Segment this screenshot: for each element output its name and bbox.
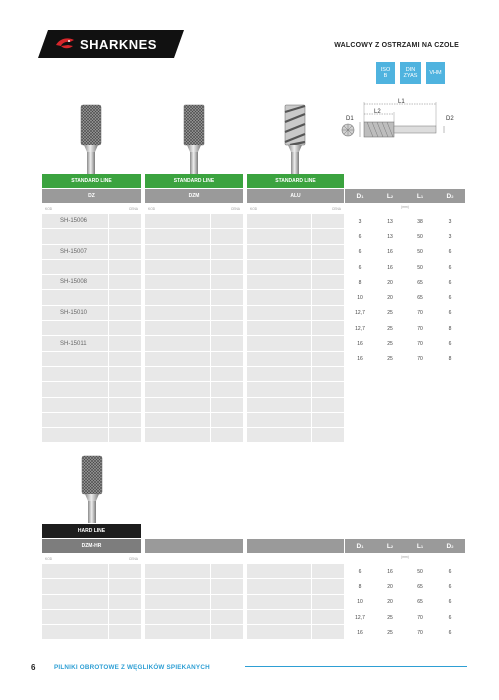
kod-cell (145, 564, 210, 578)
dims-value: 8 (448, 325, 452, 332)
dims-value: 3 (448, 233, 452, 240)
kod-cell (247, 564, 311, 578)
cena-cell (211, 382, 243, 396)
dims-header-1 (345, 189, 465, 203)
kod-cell (145, 610, 210, 624)
col1-type-header: DZ (42, 189, 141, 203)
cena-cell (312, 214, 344, 228)
dims-value: 70 (417, 341, 423, 348)
cena-cell (211, 610, 243, 624)
hardline-type-header: DZM-HR (42, 539, 141, 553)
dims-value: 8 (358, 583, 362, 590)
kod-cell (247, 275, 311, 289)
hardline-grid (42, 564, 141, 639)
dims-value: 6 (448, 249, 452, 256)
dims-value: 20 (387, 295, 393, 302)
dims-value: 12,7 (355, 614, 365, 621)
cena-cell (211, 275, 243, 289)
cena-cell (312, 367, 344, 381)
dims-row (345, 595, 465, 610)
cena-cell (312, 229, 344, 243)
dims-value: 50 (417, 249, 423, 256)
cena-cell (211, 428, 243, 442)
header-d1: D 1 (356, 192, 364, 200)
col1-kod-cena: KOD CENA (45, 207, 138, 211)
kod-cell (247, 245, 311, 259)
cena-cell (109, 413, 141, 427)
dims-table-1 (345, 214, 465, 367)
dims-table-2 (345, 564, 465, 640)
hardline-header: HARD LINE (42, 524, 141, 538)
kod-cell (247, 260, 311, 274)
kod-cell (247, 398, 311, 412)
dims-value: 25 (387, 356, 393, 363)
dims-value: 8 (358, 279, 362, 286)
cena-cell (211, 367, 243, 381)
cena-cell (312, 382, 344, 396)
cena-cell (211, 336, 243, 350)
unit-label-2: (mm) (401, 555, 409, 559)
label-l1: L1 (398, 99, 405, 105)
dims-value: 6 (448, 264, 452, 271)
cena-cell (211, 398, 243, 412)
cena-cell (109, 398, 141, 412)
dims-value: 50 (417, 568, 423, 575)
kod-cell (145, 413, 210, 427)
dims-row (345, 610, 465, 625)
cena-cell (109, 214, 141, 228)
kod-cell (247, 321, 311, 335)
dimension-diagram (340, 98, 470, 144)
cena-cell (312, 352, 344, 366)
dims-value: 3 (358, 218, 362, 225)
kod-cell: SH-15007 (42, 245, 108, 259)
cena-cell (312, 245, 344, 259)
dims-value: 6 (448, 568, 452, 575)
unit-label-1: (mm) (401, 205, 409, 209)
kod-cell (42, 321, 108, 335)
dims-value: 25 (387, 341, 393, 348)
kod-cell (145, 306, 210, 320)
spec-badges (376, 62, 445, 84)
page-title: WALCOWY Z OSTRZAMI NA CZOLE (334, 42, 459, 49)
burr-dz-image (76, 104, 106, 174)
kod-cell: SH-15010 (42, 306, 108, 320)
cena-cell (109, 321, 141, 335)
cena-cell (109, 595, 141, 609)
kod-cell (42, 579, 108, 593)
cena-cell (109, 260, 141, 274)
dims-row (345, 214, 465, 229)
col2-kod-cena: KOD CENA (148, 207, 240, 211)
page-number: 6 (31, 663, 36, 672)
kod-cell (145, 321, 210, 335)
empty-grid-3 (247, 564, 344, 639)
kod-cell (42, 260, 108, 274)
dims-value: 6 (448, 279, 452, 286)
cena-cell (109, 290, 141, 304)
cena-cell (211, 564, 243, 578)
header2-l1: L 1 (416, 542, 424, 550)
header2-d2: D 2 (446, 542, 454, 550)
col1-line-header: STANDARD LINE (42, 174, 141, 188)
dims-value: 12,7 (355, 325, 365, 332)
dims-value: 16 (387, 264, 393, 271)
dims-value: 13 (387, 233, 393, 240)
kod-cell (145, 214, 210, 228)
dims-value: 50 (417, 233, 423, 240)
burr-alu-image (280, 104, 310, 174)
kod-cell (42, 610, 108, 624)
kod-cell (42, 595, 108, 609)
dims-row (345, 260, 465, 275)
cena-cell (211, 579, 243, 593)
dims-value: 3 (448, 218, 452, 225)
dims-value: 10 (357, 599, 363, 606)
dims-row (345, 275, 465, 290)
dims-value: 25 (387, 310, 393, 317)
kod-cell (145, 428, 210, 442)
cena-cell (312, 564, 344, 578)
dims-value: 50 (417, 264, 423, 271)
kod-cell (145, 260, 210, 274)
kod-cell: SH-15008 (42, 275, 108, 289)
kod-cell (247, 382, 311, 396)
brand-logo (38, 30, 184, 58)
shark-icon (54, 35, 76, 53)
kod-cell (247, 610, 311, 624)
kod-cell (247, 367, 311, 381)
dims-value: 25 (387, 629, 393, 636)
dims-value: 20 (387, 279, 393, 286)
badge-vhm: VHM (426, 62, 445, 84)
footer-title: PILNIKI OBROTOWE Z WĘGLIKÓW SPIEKANYCH (54, 664, 210, 671)
cena-cell (109, 336, 141, 350)
kod-cell (42, 367, 108, 381)
kod-cell (145, 352, 210, 366)
kod-cell (145, 336, 210, 350)
cena-cell (109, 579, 141, 593)
dims-value: 6 (448, 614, 452, 621)
label-d1: D1 (346, 116, 354, 122)
cena-cell (312, 321, 344, 335)
cena-cell (109, 367, 141, 381)
empty-col3-header (247, 539, 344, 553)
dims-value: 70 (417, 629, 423, 636)
kod-cell (247, 290, 311, 304)
header2-l2: L 2 (386, 542, 394, 550)
dims-value: 6 (358, 264, 362, 271)
dims-value: 70 (417, 325, 423, 332)
cena-cell (312, 306, 344, 320)
kod-cell: SH-15006 (42, 214, 108, 228)
cena-cell (312, 275, 344, 289)
cena-cell (211, 321, 243, 335)
col1-grid (42, 214, 141, 442)
cena-cell (109, 382, 141, 396)
dims-value: 65 (417, 279, 423, 286)
kod-cell (42, 229, 108, 243)
kod-cell (145, 595, 210, 609)
dims-row (345, 564, 465, 579)
cena-cell (109, 352, 141, 366)
dims-value: 38 (417, 218, 423, 225)
kod-cell (42, 413, 108, 427)
kod-cell (247, 625, 311, 639)
kod-cell (247, 428, 311, 442)
kod-cell (145, 229, 210, 243)
kod-cell (247, 229, 311, 243)
kod-cell (145, 290, 210, 304)
cena-cell (211, 290, 243, 304)
cena-cell (312, 579, 344, 593)
cena-cell (312, 413, 344, 427)
brand-name: SHARKNES (80, 37, 157, 52)
header2-d1: D 1 (356, 542, 364, 550)
dims-row (345, 352, 465, 367)
kod-cell (42, 352, 108, 366)
cena-cell (211, 595, 243, 609)
cena-cell (211, 352, 243, 366)
dims-value: 20 (387, 599, 393, 606)
cena-cell (312, 428, 344, 442)
dims-value: 70 (417, 614, 423, 621)
dims-value: 25 (387, 325, 393, 332)
header-l2: L 2 (386, 192, 394, 200)
kod-cell (145, 382, 210, 396)
cena-cell (109, 564, 141, 578)
dims-value: 65 (417, 583, 423, 590)
kod-cell (42, 382, 108, 396)
dims-row (345, 579, 465, 594)
cena-cell (312, 625, 344, 639)
cena-cell (211, 214, 243, 228)
cena-cell (211, 245, 243, 259)
dims-value: 70 (417, 356, 423, 363)
dims-value: 6 (448, 341, 452, 348)
cena-cell (312, 260, 344, 274)
col3-type-header: ALU (247, 189, 344, 203)
label-d2: D2 (446, 116, 454, 122)
dims-value: 6 (448, 295, 452, 302)
cena-cell (312, 398, 344, 412)
dims-row (345, 336, 465, 351)
dims-value: 6 (358, 233, 362, 240)
dims-value: 6 (358, 568, 362, 575)
dims-value: 8 (448, 356, 452, 363)
col3-line-header: STANDARD LINE (247, 174, 344, 188)
cena-cell (211, 413, 243, 427)
kod-cell (247, 352, 311, 366)
kod-cell (145, 625, 210, 639)
kod-cell (247, 579, 311, 593)
cena-cell (109, 306, 141, 320)
header-l1: L 1 (416, 192, 424, 200)
cena-cell (109, 610, 141, 624)
dims-value: 13 (387, 218, 393, 225)
cena-cell (312, 290, 344, 304)
col2-grid (145, 214, 243, 442)
cena-cell (312, 610, 344, 624)
kod-cell (247, 336, 311, 350)
empty-grid-2 (145, 564, 243, 639)
dims-value: 25 (387, 614, 393, 621)
dims-value: 16 (357, 356, 363, 363)
kod-cell (42, 428, 108, 442)
dims-row (345, 290, 465, 305)
kod-cell (145, 245, 210, 259)
cena-cell (109, 245, 141, 259)
dims-value: 6 (358, 249, 362, 256)
hardline-kod-cena: KOD CENA (45, 557, 138, 561)
dims-value: 6 (448, 599, 452, 606)
badge-din: DIN ZYAS (400, 62, 421, 84)
dims-value: 65 (417, 599, 423, 606)
empty-col2-header (145, 539, 243, 553)
kod-cell (42, 564, 108, 578)
cena-cell (109, 625, 141, 639)
kod-cell (145, 275, 210, 289)
dims-row (345, 321, 465, 336)
dims-value: 6 (448, 310, 452, 317)
kod-cell (42, 290, 108, 304)
header-d2: D 2 (446, 192, 454, 200)
kod-cell (247, 214, 311, 228)
kod-cell (145, 579, 210, 593)
badge-iso: ISO B (376, 62, 395, 84)
cena-cell (211, 625, 243, 639)
cena-cell (109, 275, 141, 289)
kod-cell (247, 413, 311, 427)
label-l2: L2 (374, 109, 381, 115)
dims-value: 6 (448, 583, 452, 590)
burr-hardline-image (77, 455, 107, 523)
dims-header-2 (345, 539, 465, 553)
kod-cell (247, 595, 311, 609)
col3-kod-cena: KOD CENA (250, 207, 341, 211)
kod-cell (42, 398, 108, 412)
kod-cell (42, 625, 108, 639)
dims-row (345, 625, 465, 640)
col2-line-header: STANDARD LINE (145, 174, 243, 188)
cena-cell (211, 260, 243, 274)
dims-row (345, 245, 465, 260)
kod-cell (145, 398, 210, 412)
dims-value: 16 (357, 629, 363, 636)
kod-cell: SH-15011 (42, 336, 108, 350)
cena-cell (312, 336, 344, 350)
cena-cell (109, 229, 141, 243)
burr-dzm-image (179, 104, 209, 174)
kod-cell (247, 306, 311, 320)
dims-row (345, 306, 465, 321)
cena-cell (109, 428, 141, 442)
dims-value: 70 (417, 310, 423, 317)
dims-value: 16 (357, 341, 363, 348)
dims-row (345, 229, 465, 244)
col3-grid (247, 214, 344, 442)
dims-value: 65 (417, 295, 423, 302)
footer-divider (245, 666, 467, 667)
cena-cell (211, 306, 243, 320)
dims-value: 20 (387, 583, 393, 590)
dims-value: 16 (387, 249, 393, 256)
col2-type-header: DZM (145, 189, 243, 203)
cena-cell (312, 595, 344, 609)
kod-cell (145, 367, 210, 381)
dims-value: 6 (448, 629, 452, 636)
dims-value: 12,7 (355, 310, 365, 317)
dims-value: 16 (387, 568, 393, 575)
cena-cell (211, 229, 243, 243)
dims-value: 10 (357, 295, 363, 302)
